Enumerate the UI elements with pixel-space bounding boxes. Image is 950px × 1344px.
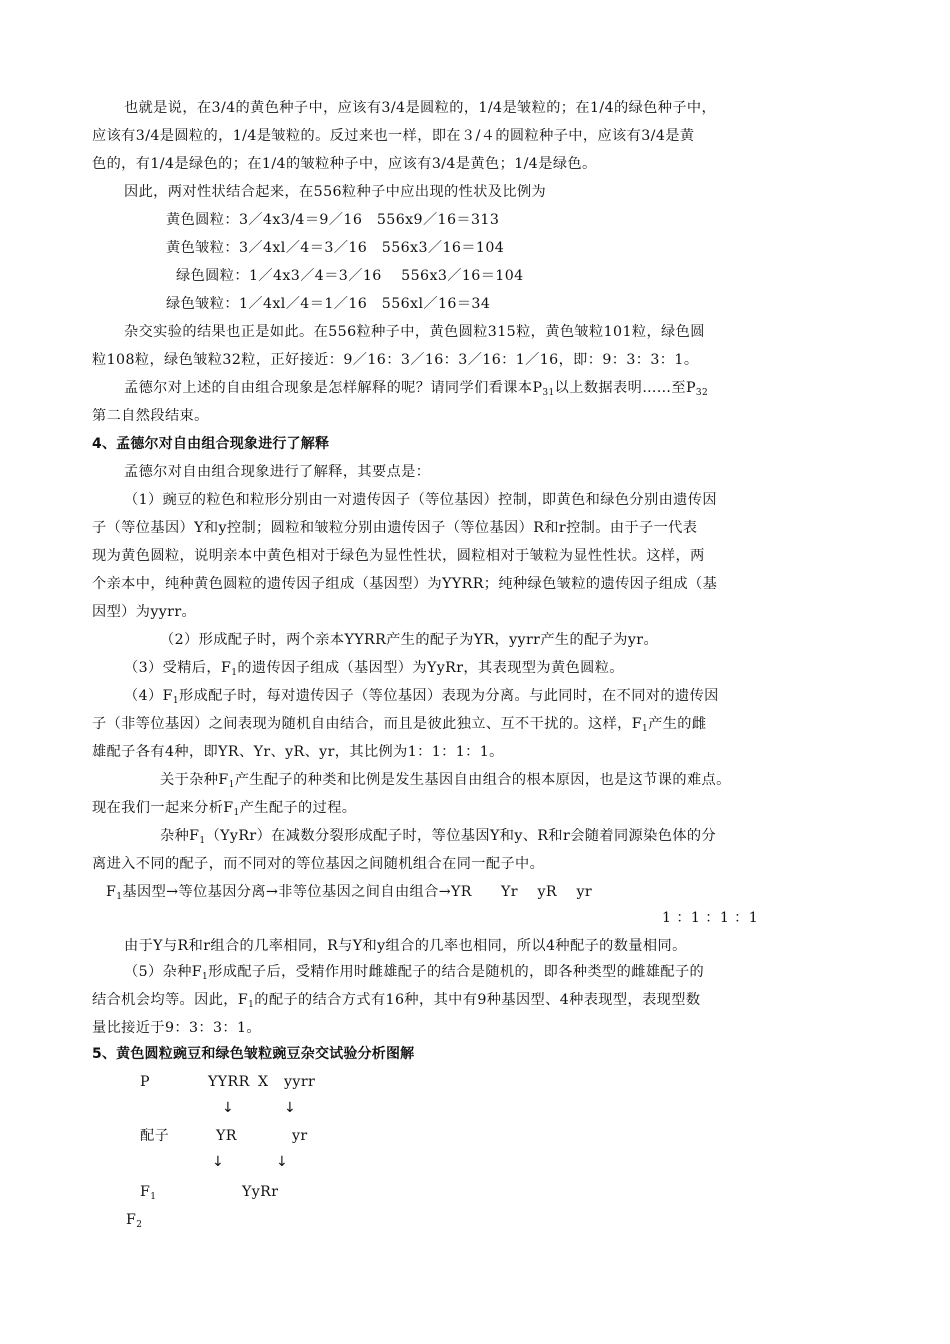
paragraph-1-line-2: 应该有3/4是圆粒的，1/4是皱粒的。反过来也一样，即在３/４的圆粒种子中，应该有3/4是黄 — [92, 128, 695, 144]
generation-f2-label: $F_2$ — [126, 1212, 143, 1230]
section-heading-5: 5、黄色圆粒豌豆和绿色皱粒豌豆杂交试验分析图解 — [92, 1046, 415, 1062]
paragraph-1-line-1: 也就是说，在3/4的黄色种子中，应该有3/4是圆粒的，1/4是皱粒的；在1/4的绿色种子中， — [124, 100, 717, 116]
f1-genotype: YyRr — [242, 1184, 279, 1200]
point-4-line-3: 雄配子各有4种，即YR、Yr、yR、yr，其比例为1：1：1：1。 — [92, 744, 504, 760]
gamete-label: 配子 — [140, 1128, 170, 1144]
paragraph-7-line-1: 杂种$F_1(YyRr)$在减数分裂形成配子时，等位基因Y和y、R和r会随着同源染色体的分 — [160, 828, 717, 846]
generation-p-label: P — [140, 1074, 150, 1090]
paragraph-5: 孟德尔对自由组合现象进行了解释，其要点是： — [124, 464, 431, 480]
paragraph-4-line-2: 第二自然段结束。 — [92, 408, 209, 424]
ratio-line-green-wrinkled: 绿色皱粒：1／4xl／4＝1／16 556xl／16＝34 — [166, 296, 491, 312]
ratio-line-yellow-wrinkled: 黄色皱粒：3／4xl／4＝3／16 556x3／16＝104 — [166, 240, 505, 256]
down-arrow-icon: ↓ — [276, 1154, 288, 1170]
paragraph-7-line-2: 离进入不同的配子，而不同对的等位基因之间随机组合在同一配子中。 — [92, 856, 545, 872]
gamete-2: yr — [292, 1128, 308, 1144]
generation-f1-label: $F_1$ — [140, 1184, 157, 1202]
parent-1-genotype: YYRR — [208, 1074, 250, 1090]
parent-2-genotype: yyrr — [284, 1074, 316, 1090]
point-1-line-3: 现为黄色圆粒，说明亲本中黄色相对于绿色为显性性状，圆粒相对于皱粒为显性性状。这样，两 — [92, 548, 705, 564]
point-1-line-1: （1）豌豆的粒色和粒形分别由一对遗传因子（等位基因）控制，即黄色和绿色分别由遗传因 — [124, 492, 717, 508]
point-5-line-2: 结合机会均等。因此，$F_1$的配子的结合方式有16种，其中有9种基因型、4种表现型，表现型数 — [92, 992, 701, 1010]
point-4-line-2: 子（非等位基因）之间表现为随机自由结合，而且是彼此独立、互不干扰的。这样，$F_1$产生的雌 — [92, 716, 707, 734]
section-heading-4: 4、孟德尔对自由组合现象进行了解释 — [92, 436, 330, 452]
point-1-line-2: 子（等位基因）Y和y控制；圆粒和皱粒分别由遗传因子（等位基因）R和r控制。由于子一代表 — [92, 520, 698, 536]
paragraph-8: 由于Y与R和r组合的几率相同，R与Y和y组合的几率也相同，所以4种配子的数量相同。 — [124, 938, 687, 954]
down-arrow-icon: ↓ — [284, 1100, 296, 1116]
point-5-line-3: 量比接近于9：3：3：1。 — [92, 1020, 261, 1036]
point-2: （2）形成配子时，两个亲本YYRR产生的配子为YR，yyrr产生的配子为yr。 — [160, 632, 659, 648]
gamete-1: YR — [216, 1128, 237, 1144]
paragraph-6-line-1: 关于杂种$F_1$产生配子的种类和比例是发生基因自由组合的根本原因，也是这节课的难点。 — [160, 772, 731, 790]
paragraph-2: 因此，两对性状结合起来，在556粒种子中应出现的性状及比例为 — [124, 184, 547, 200]
cross-symbol: X — [258, 1074, 269, 1090]
point-3: （3）受精后，$F_1$的遗传因子组成（基因型）为YyRr，其表现型为黄色圆粒。 — [124, 660, 624, 678]
ratio-line-yellow-round: 黄色圆粒：3／4x3/4＝9／16 556x9／16＝313 — [166, 212, 500, 228]
paragraph-3-line-1: 杂交实验的结果也正是如此。在556粒种子中，黄色圆粒315粒，黄色皱粒101粒，绿色圆 — [124, 324, 705, 340]
down-arrow-icon: ↓ — [212, 1154, 224, 1170]
point-4-line-1: $(4)F_1$形成配子时，每对遗传因子（等位基因）表现为分离。与此同时，在不同对的遗传因 — [124, 688, 719, 706]
point-1-line-4: 个亲本中，纯种黄色圆粒的遗传因子组成（基因型）为YYRR；纯种绿色皱粒的遗传因子组成（基 — [92, 576, 718, 592]
point-1-line-5: 因型）为yyrr。 — [92, 604, 197, 620]
paragraph-3-line-2: 粒108粒，绿色皱粒32粒，正好接近：9／16：3／16：3／16：1／16，即：9：3：3：1。 — [92, 352, 699, 368]
gamete-flow-line: $F_1$基因型→等位基因分离→非等位基因之间自由组合→YR Yr yR yr — [106, 884, 593, 902]
ratio-line-green-round: 绿色圆粒：1／4x3／4＝3／16 556x3／16＝104 — [176, 268, 524, 284]
gamete-ratio: 1 ：1 ：1 ：1 — [662, 910, 759, 926]
point-5-line-1: （5）杂种$F_1$形成配子后，受精作用时雌雄配子的结合是随机的，即各种类型的雌雄配子的 — [124, 964, 705, 982]
down-arrow-icon: ↓ — [222, 1100, 234, 1116]
paragraph-6-line-2: 现在我们一起来分析$F_1$产生配子的过程。 — [92, 800, 357, 818]
paragraph-1-line-3: 色的，有1/4是绿色的；在1/4的皱粒种子中，应该有3/4是黄色；1/4是绿色。 — [92, 156, 597, 172]
paragraph-4-line-1: 孟德尔对上述的自由组合现象是怎样解释的呢？请同学们看课本$P_{31}$以上数据表明……至$P_{32}$ — [124, 380, 709, 398]
